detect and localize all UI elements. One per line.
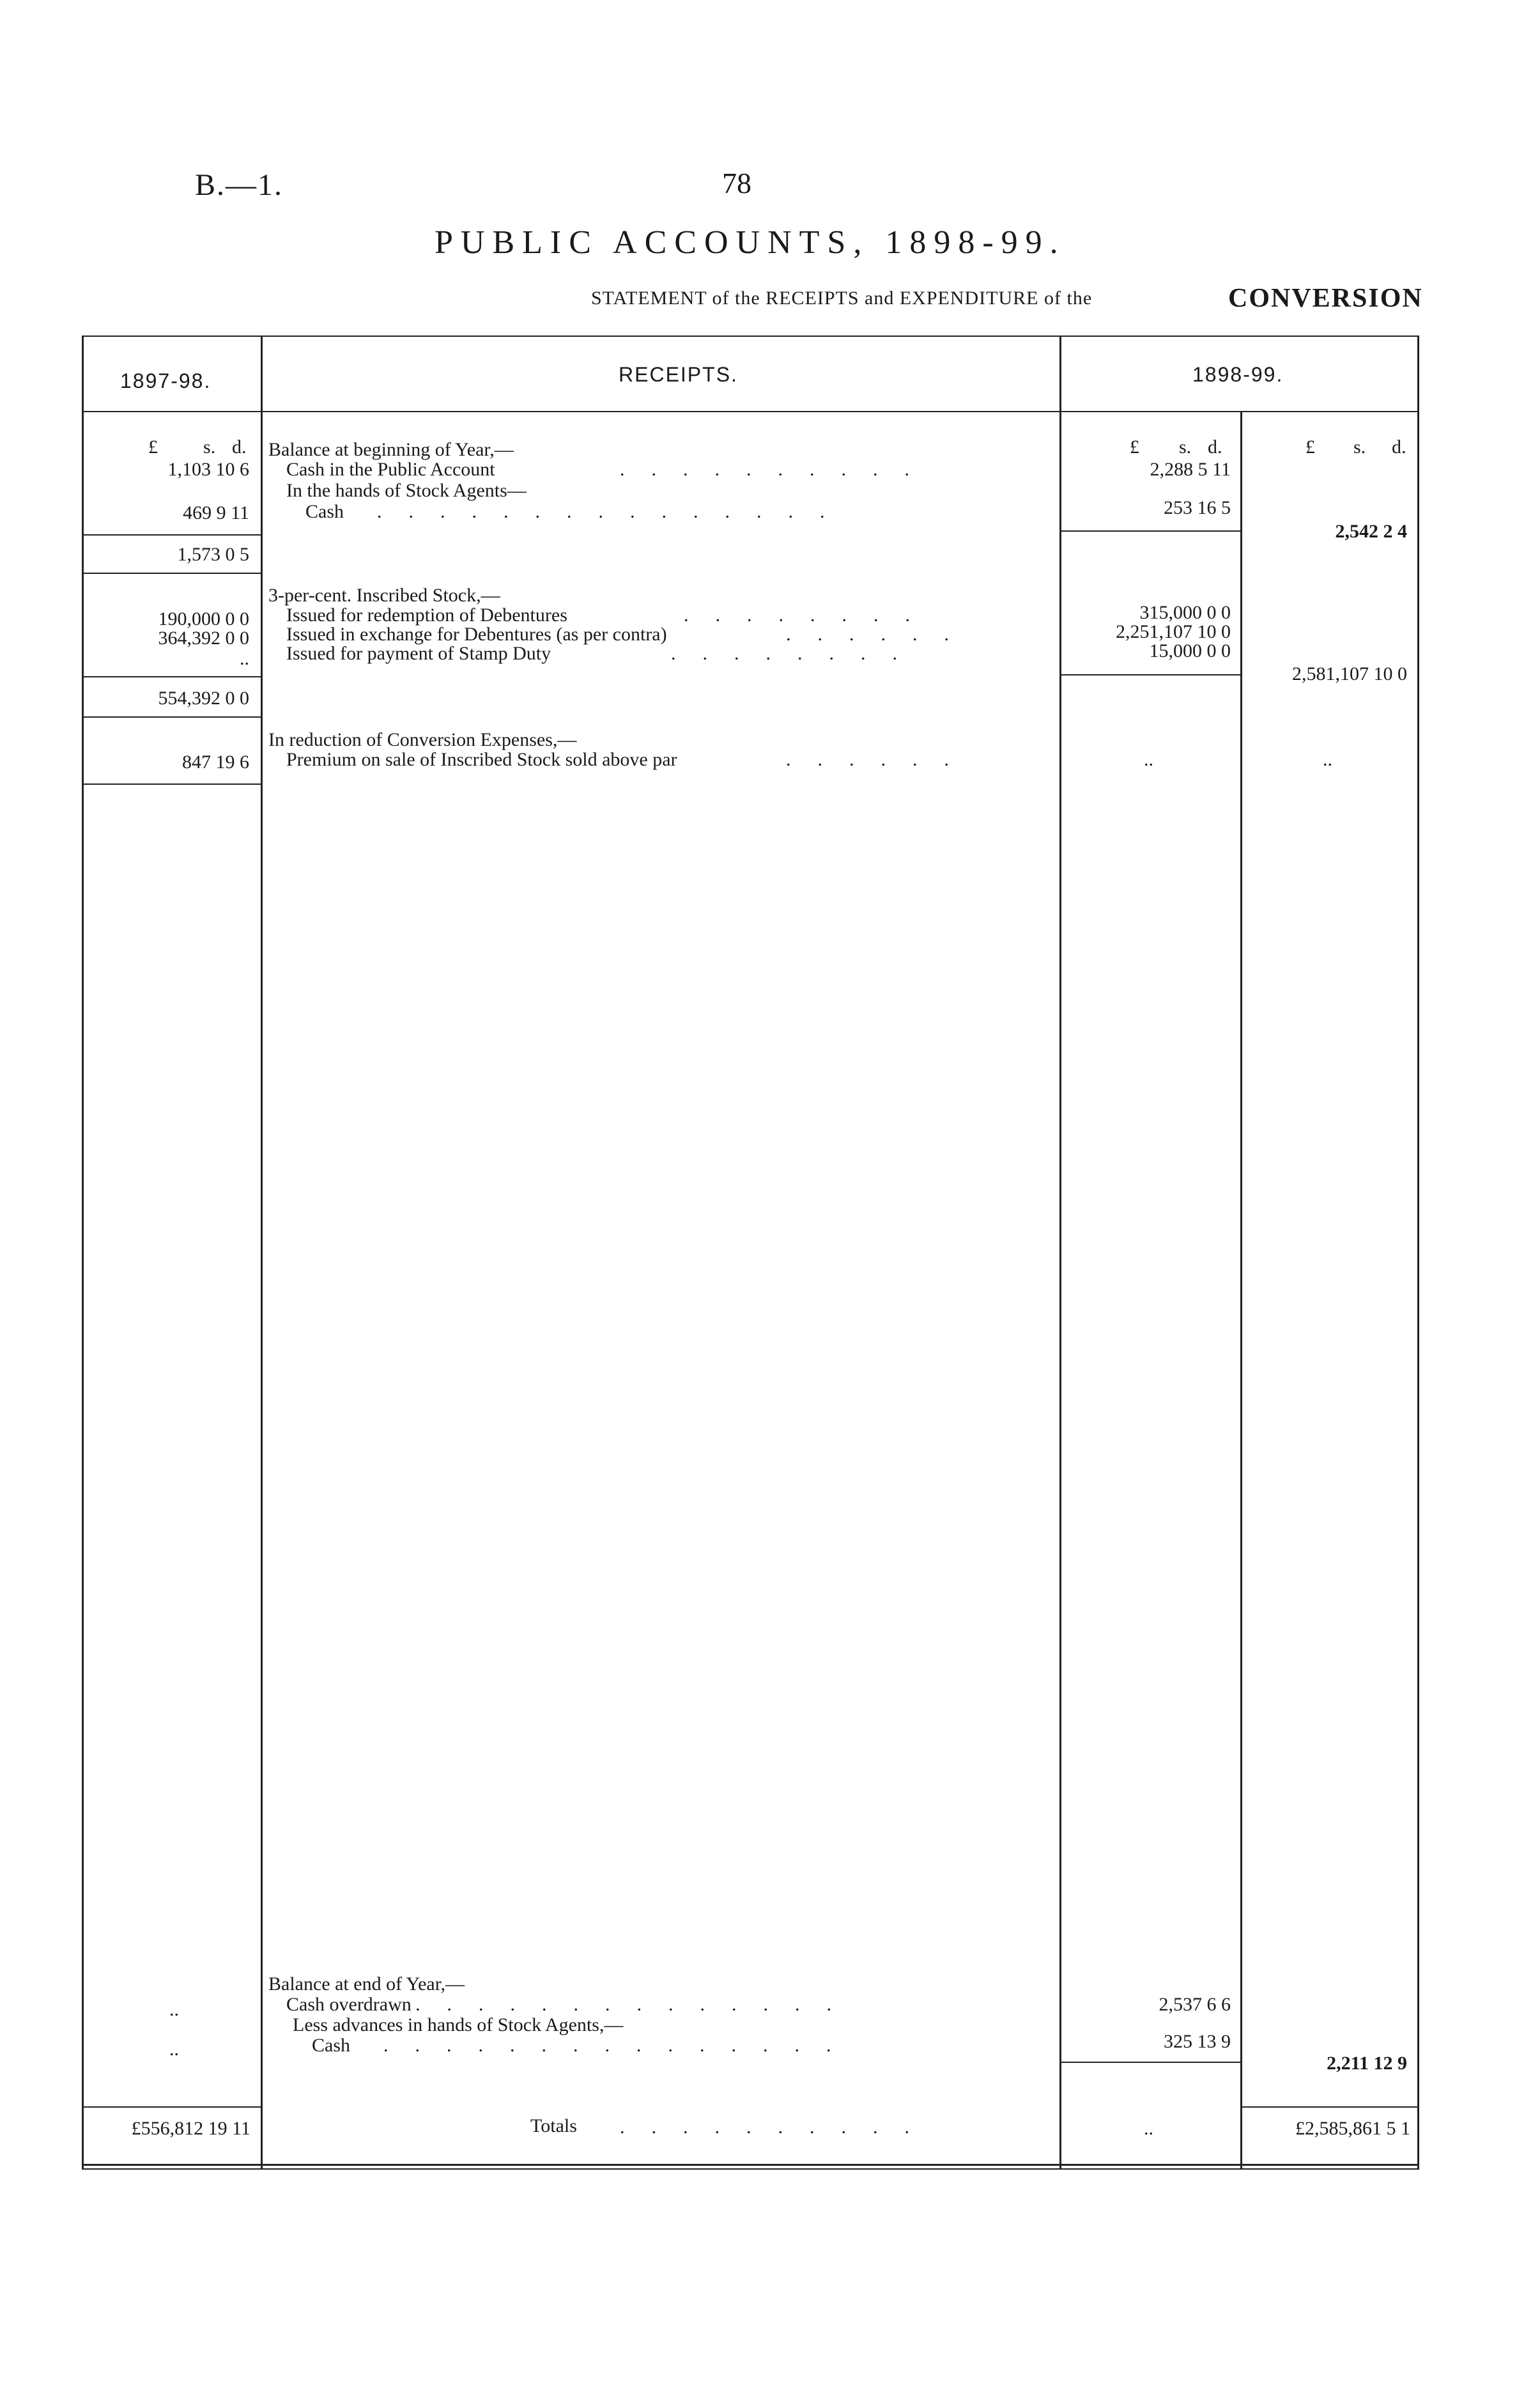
inscribed-stock-curr-total: 2,581,107 10 0 [1292,663,1407,684]
page-number: 78 [722,167,751,199]
cash-overdrawn-curr: 2,537 6 6 [1159,1994,1231,2015]
cash-agents-prev: 469 9 11 [183,502,249,523]
cash-agents-label: Cash [305,501,344,522]
premium-label: Premium on sale of Inscribed Stock sold above par [286,749,677,770]
leader-dots: ............... [377,501,852,522]
cash-public-account-curr: 2,288 5 11 [1150,459,1231,480]
totals-prev: £556,812 19 11 [131,2118,250,2139]
leader-dots: .......... [620,2117,936,2138]
totals-label: Totals [530,2115,577,2136]
subtotal-rule [1061,2062,1240,2063]
subtotal-rule [1242,2106,1417,2108]
premium-prev: 847 19 6 [182,752,249,773]
cash-public-account-label: Cash in the Public Account [286,459,495,480]
cash-end-curr: 325 13 9 [1164,2031,1231,2052]
cash-end-label: Cash [312,2035,350,2056]
subtotal-rule [83,573,261,574]
table-top-rule [82,336,1419,337]
conversion-expenses-heading: In reduction of Conversion Expenses,— [268,729,577,750]
stamp-duty-label: Issued for payment of Stamp Duty [286,643,551,664]
subtotal-rule [83,676,261,677]
unit-pound-curr: £ [1130,436,1139,458]
cash-end-prev: .. [169,2039,179,2060]
exchange-curr: 2,251,107 10 0 [1116,621,1231,642]
leader-dots: ............... [383,2035,858,2056]
leader-dots: ........ [684,605,937,626]
col-head-prev-year: 1897-98. [120,369,212,392]
stamp-duty-prev: .. [240,648,249,669]
leader-dots: .............. [415,1994,858,2015]
cash-overdrawn-prev: .. [169,1999,179,2020]
table-bottom-rule [82,2164,1419,2166]
redemption-label: Issued for redemption of Debentures [286,605,567,626]
table-right-border [1417,336,1419,2168]
statement-subtitle: STATEMENT of the RECEIPTS and EXPENDITURE of the [591,288,1093,309]
header-rule [82,411,1419,412]
balance-end-heading: Balance at end of Year,— [268,1973,465,1995]
unit-shilling-curr: s. [1179,436,1192,458]
unit-pence-total: d. [1392,436,1406,458]
unit-shilling-prev: s. [203,436,216,458]
stock-agents-heading: In the hands of Stock Agents— [286,480,527,501]
premium-total: .. [1323,749,1332,770]
table-left-border [82,336,84,2168]
redemption-prev: 190,000 0 0 [158,608,249,629]
col-divider-receipts [1059,336,1061,2168]
inscribed-stock-prev-total: 554,392 0 0 [158,688,249,709]
balance-beginning-heading: Balance at beginning of Year,— [268,439,514,460]
col-head-curr-year: 1898-99. [1192,363,1284,386]
unit-pound-prev: £ [148,436,158,458]
premium-curr: .. [1144,749,1153,770]
inscribed-stock-heading: 3-per-cent. Inscribed Stock,— [268,585,500,606]
stamp-duty-curr: 15,000 0 0 [1149,640,1231,661]
unit-pound-total: £ [1305,436,1315,458]
col-divider-prev [261,336,263,2168]
cash-overdrawn-label: Cash overdrawn [286,1994,412,2015]
statement-subtitle-emphasis: CONVERSION [1228,284,1423,313]
page-title: PUBLIC ACCOUNTS, 1898-99. [435,224,1066,261]
balance-end-curr-total: 2,211 12 9 [1327,2053,1407,2074]
leader-dots: ........ [671,643,924,664]
table-bottom-rule-double [82,2168,1419,2170]
cash-agents-curr: 253 16 5 [1164,497,1231,518]
redemption-curr: 315,000 0 0 [1139,602,1231,623]
balance-beginning-prev-total: 1,573 0 5 [177,544,249,565]
leader-dots: .......... [620,459,936,480]
exchange-label: Issued in exchange for Debentures (as per contra) [286,624,667,645]
totals-curr: .. [1144,2118,1153,2139]
subtotal-rule [83,716,261,718]
unit-shilling-total: s. [1353,436,1366,458]
advances-heading: Less advances in hands of Stock Agents,— [293,2014,624,2035]
col-head-receipts: RECEIPTS. [619,363,738,386]
cash-public-account-prev: 1,103 10 6 [167,459,249,480]
exchange-prev: 364,392 0 0 [158,628,249,649]
subtotal-rule [1061,530,1240,532]
subtotal-rule [83,783,261,785]
leader-dots: ...... [786,624,976,645]
totals-rule [83,2106,261,2108]
unit-pence-curr: d. [1208,436,1222,458]
subtotal-rule [83,534,261,536]
unit-pence-prev: d. [232,436,247,458]
col-divider-inner [1240,411,1242,2168]
leader-dots: ...... [786,749,976,770]
subtotal-rule [1061,674,1240,675]
balance-beginning-curr-total: 2,542 2 4 [1335,521,1407,542]
page-reference: B.—1. [195,168,284,202]
totals-curr-total: £2,585,861 5 1 [1295,2118,1410,2139]
